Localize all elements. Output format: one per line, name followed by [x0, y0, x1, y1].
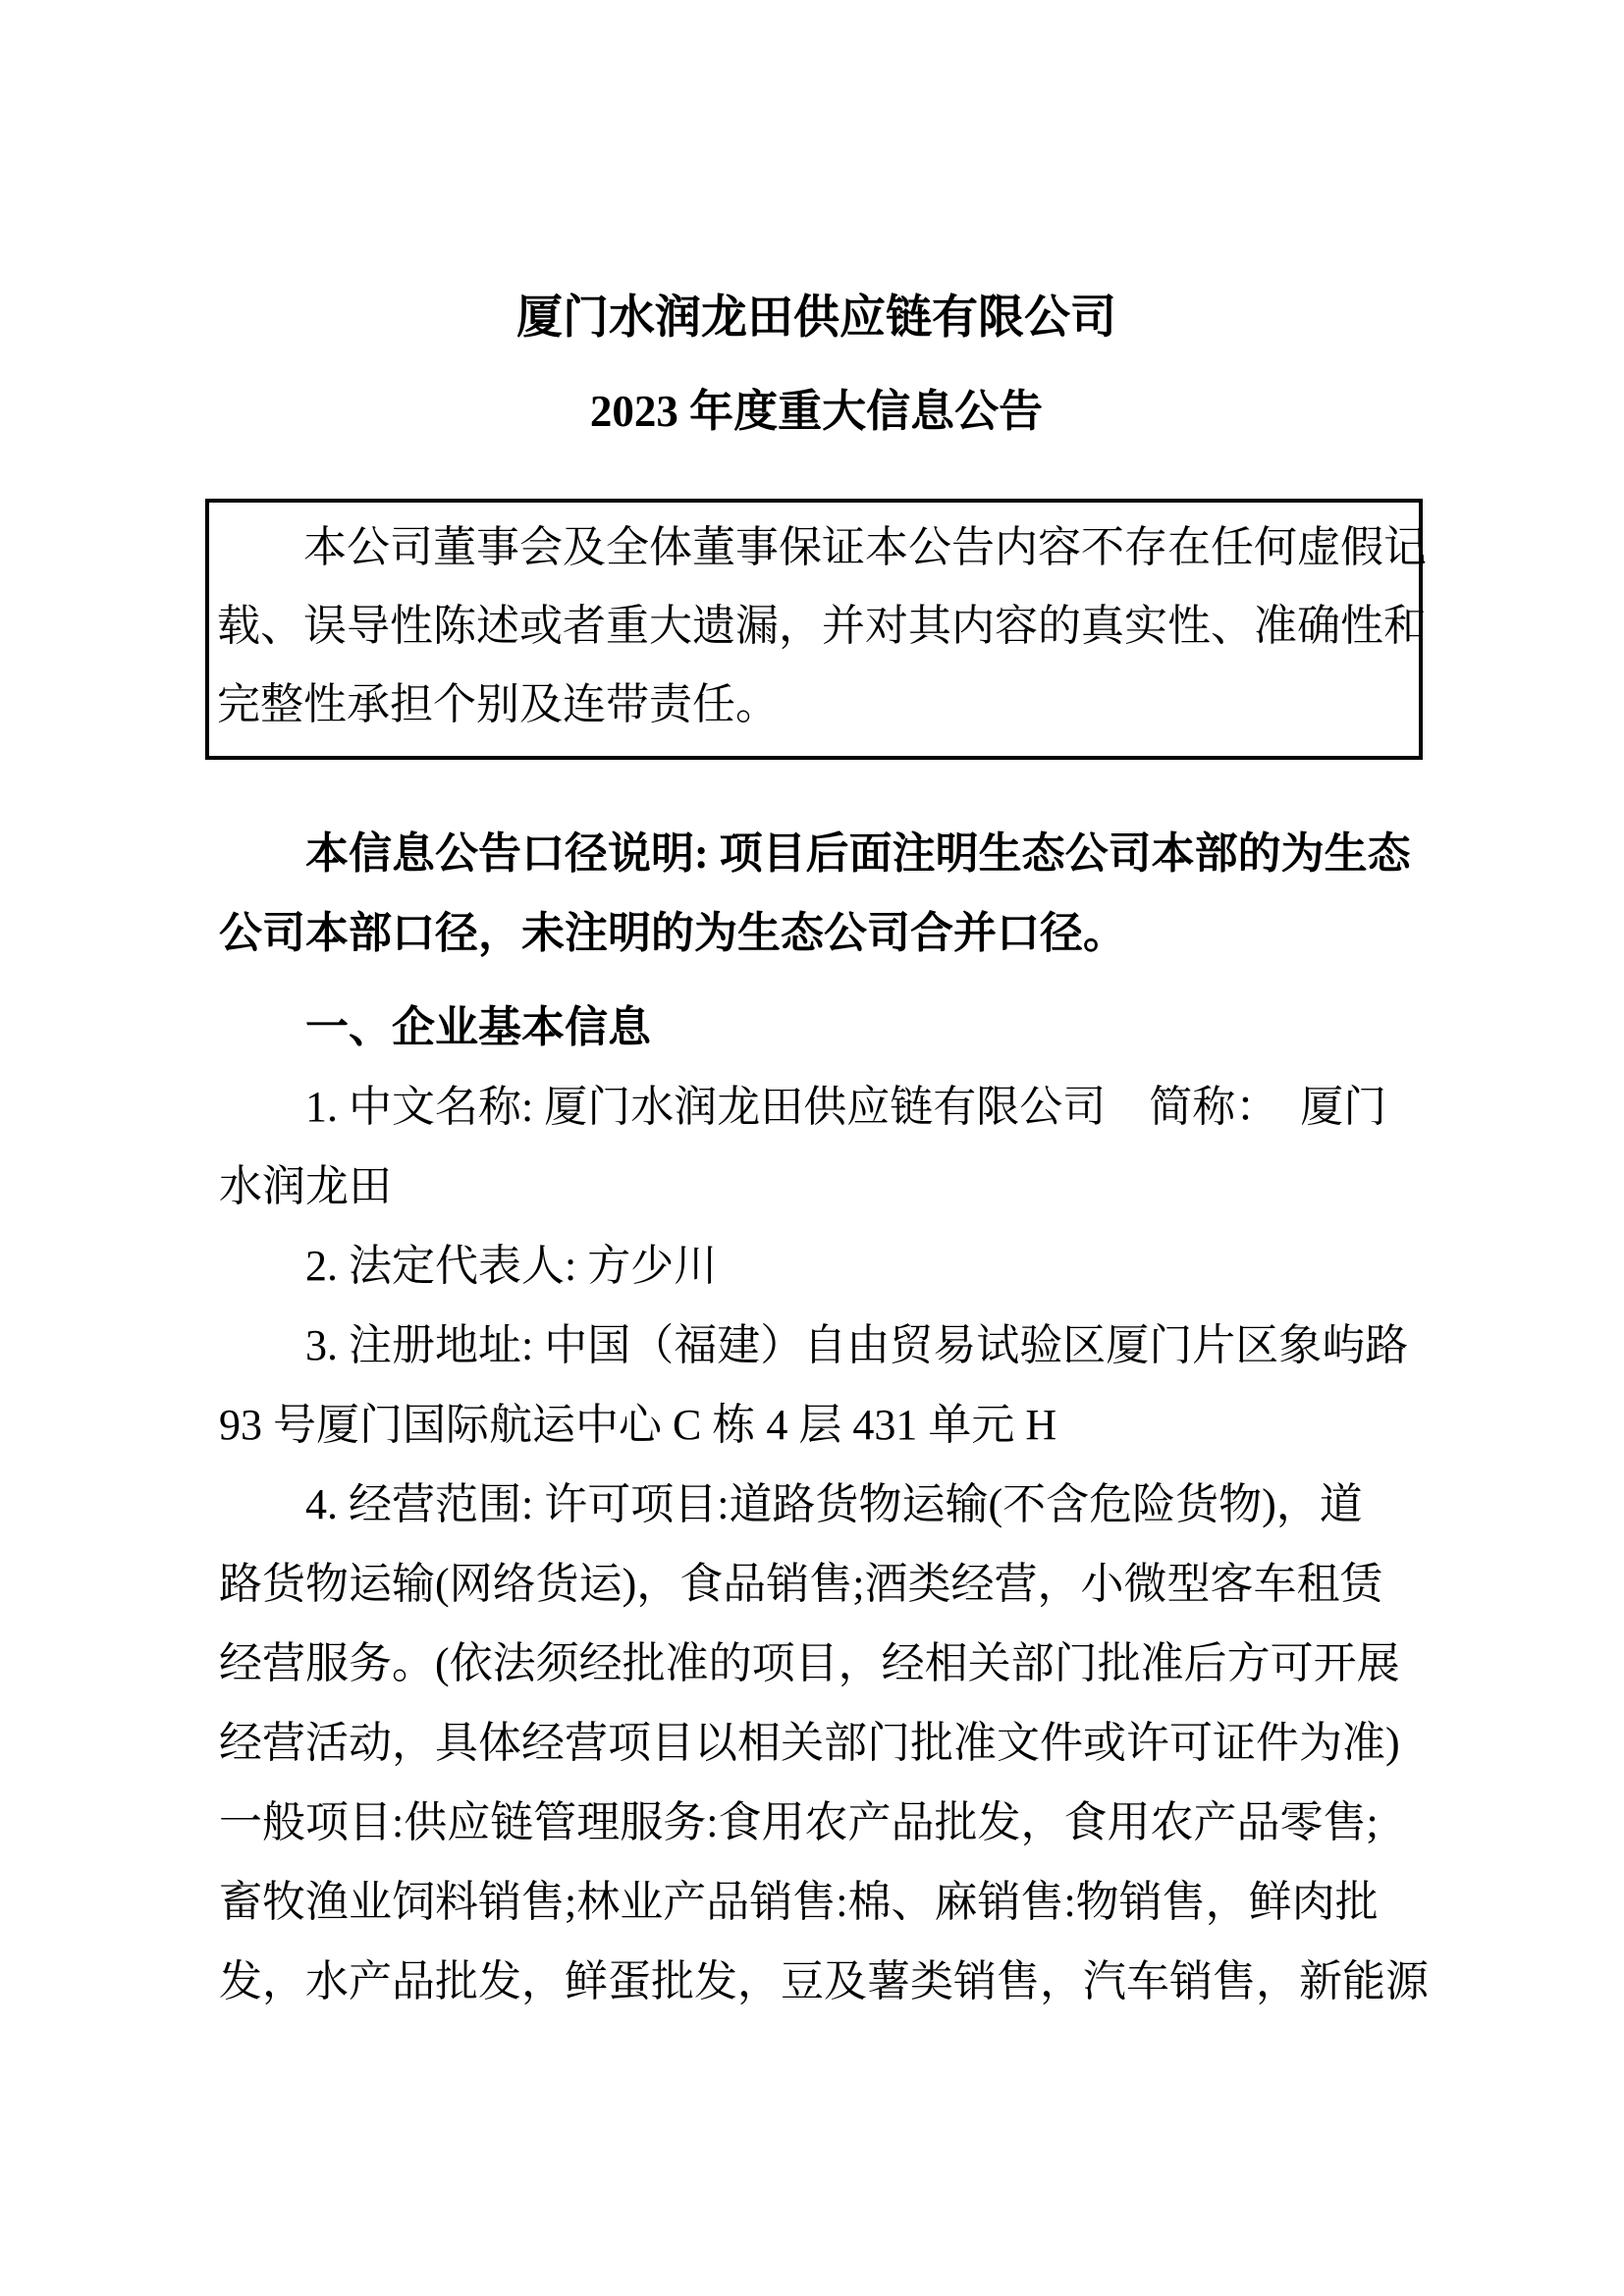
item-business-scope: [219, 1465, 1429, 2021]
text-line: 畜牧渔业饲料销售;林业产品销售:棉、麻销售:物销售，鲜肉批: [219, 1878, 1379, 1926]
text-line: 一般项目:供应链管理服务:食用农产品批发，食用农产品零售;: [219, 1798, 1379, 1846]
text-line: 载、误导性陈述或者重大遗漏，并对其内容的真实性、准确性和: [217, 602, 1427, 650]
document-content: [217, 0, 1429, 2021]
section-heading-basic-info: [219, 988, 1414, 1067]
text-line: 3. 注册地址: 中国（福建）自由贸易试验区厦门片区象屿路: [305, 1321, 1409, 1369]
text-line: 路货物运输(网络货运)，食品销售;酒类经营，小微型客车租赁: [219, 1560, 1383, 1608]
text-line: 93 号厦门国际航运中心 C 栋 4 层 431 单元 H: [219, 1401, 1057, 1449]
text-line: 4. 经营范围: 许可项目:道路货物运输(不含危险货物)，道: [305, 1480, 1363, 1528]
text-line: 完整性承担个别及连带责任。: [217, 680, 779, 728]
caliber-note: [219, 814, 1414, 973]
document-body: [219, 814, 1429, 2021]
text-line: 本公司董事会及全体董事保证本公告内容不存在任何虚假记: [303, 523, 1427, 571]
item-registered-address: [219, 1306, 1414, 1465]
text-line: 一、企业基本信息: [305, 1003, 651, 1051]
text-line: 2. 法定代表人: 方少川: [305, 1242, 718, 1290]
text-line: 本信息公告口径说明: 项目后面注明生态公司本部的为生态: [305, 829, 1411, 878]
document-subtitle: 2023 年度重大信息公告: [589, 387, 1044, 436]
notice-box: [205, 499, 1427, 760]
text-line: 公司本部口径，未注明的为生态公司合并口径。: [219, 909, 1126, 957]
item-chinese-name: [219, 1067, 1414, 1226]
text-line: 1. 中文名称: 厦门水润龙田供应链有限公司 简称： 厦门: [305, 1083, 1387, 1131]
text-line: 发，水产品批发，鲜蛋批发，豆及薯类销售，汽车销售，新能源: [219, 1957, 1429, 2005]
text-line: 经营活动，具体经营项目以相关部门批准文件或许可证件为准): [219, 1719, 1400, 1767]
text-line: 经营服务。(依法须经批准的项目，经相关部门批准后方可开展: [219, 1639, 1400, 1687]
item-legal-representative: [219, 1226, 1414, 1306]
document-title: 厦门水润龙田供应链有限公司: [516, 293, 1116, 344]
text-line: 水润龙田: [219, 1162, 392, 1210]
